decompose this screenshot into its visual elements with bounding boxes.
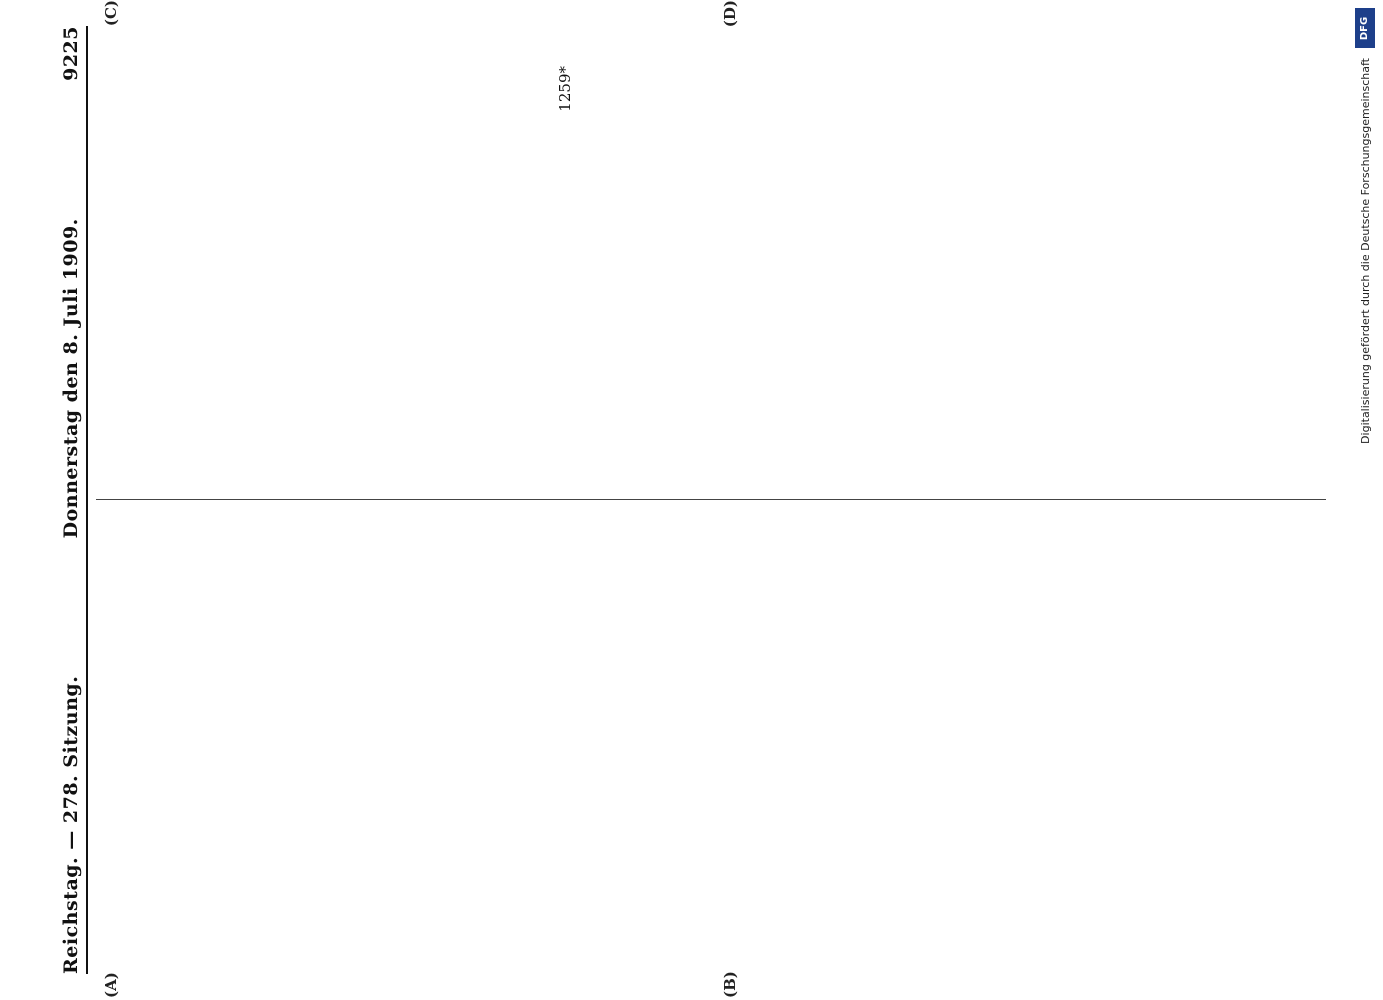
left_column-paragraph xyxy=(258,519,279,975)
left_column-paragraph xyxy=(339,519,360,975)
dfg-logo: DFG xyxy=(1355,8,1375,48)
right_column-paragraph xyxy=(258,26,279,482)
left_column-paragraph xyxy=(285,519,306,975)
left_column-paragraph xyxy=(636,519,657,975)
margin-marker-a: (A) xyxy=(102,972,120,998)
left_column-paragraph xyxy=(528,519,549,975)
header-center: Donnerstag den 8. Juli 1909. xyxy=(60,218,82,539)
dfg-notice xyxy=(1355,8,1375,992)
left_column-paragraph xyxy=(366,519,387,975)
margin-marker-c: (C) xyxy=(102,0,120,27)
document-page xyxy=(42,0,1352,1000)
right_column-paragraph xyxy=(528,26,549,482)
right_column-paragraph xyxy=(177,26,198,482)
right_column-paragraph xyxy=(312,26,333,482)
left_column-paragraph xyxy=(231,519,252,975)
right_column-paragraph xyxy=(204,26,225,482)
left_column-paragraph xyxy=(123,519,144,975)
left_column-paragraph xyxy=(447,519,468,975)
left_column-paragraph xyxy=(420,519,441,975)
left_column-paragraph xyxy=(393,519,414,975)
right_column-paragraph xyxy=(420,26,441,482)
left_column-paragraph xyxy=(663,519,684,975)
right-column xyxy=(96,26,1326,482)
right_column-paragraph xyxy=(123,26,144,482)
column-divider xyxy=(96,500,1326,501)
left_column-paragraph xyxy=(690,519,711,975)
dfg-notice-text: Digitalisierung gefördert durch die Deutsche Forschungsgemeinschaft xyxy=(1358,58,1372,444)
text-columns xyxy=(96,0,1326,998)
page-signature: 1259* xyxy=(556,66,574,112)
header-left: Reichstag. — 278. Sitzung. xyxy=(60,675,82,974)
left_column-paragraph xyxy=(555,519,576,975)
right_column-paragraph xyxy=(339,26,360,482)
page-header xyxy=(60,26,88,974)
left-column xyxy=(96,519,1326,975)
left_column-paragraph xyxy=(150,519,171,975)
margin-marker-b: (B) xyxy=(721,971,739,998)
right_column-paragraph xyxy=(285,26,306,482)
right_column-paragraph xyxy=(447,26,468,482)
margin-marker-d: (D) xyxy=(721,0,739,28)
right_column-paragraph xyxy=(393,26,414,482)
right_column-paragraph xyxy=(501,26,522,482)
right_column-paragraph xyxy=(474,26,495,482)
left_column-paragraph xyxy=(474,519,495,975)
left_column-paragraph xyxy=(204,519,225,975)
left_column-paragraph xyxy=(609,519,630,975)
right_column-paragraph xyxy=(366,26,387,482)
right_column-paragraph xyxy=(96,26,117,482)
left_column-paragraph xyxy=(96,519,117,975)
left_column-paragraph xyxy=(312,519,333,975)
right_column-paragraph xyxy=(150,26,171,482)
right_column-paragraph xyxy=(231,26,252,482)
left_column-paragraph xyxy=(177,519,198,975)
header-page-number: 9225 xyxy=(60,26,82,81)
left_column-paragraph xyxy=(501,519,522,975)
left_column-paragraph xyxy=(582,519,603,975)
